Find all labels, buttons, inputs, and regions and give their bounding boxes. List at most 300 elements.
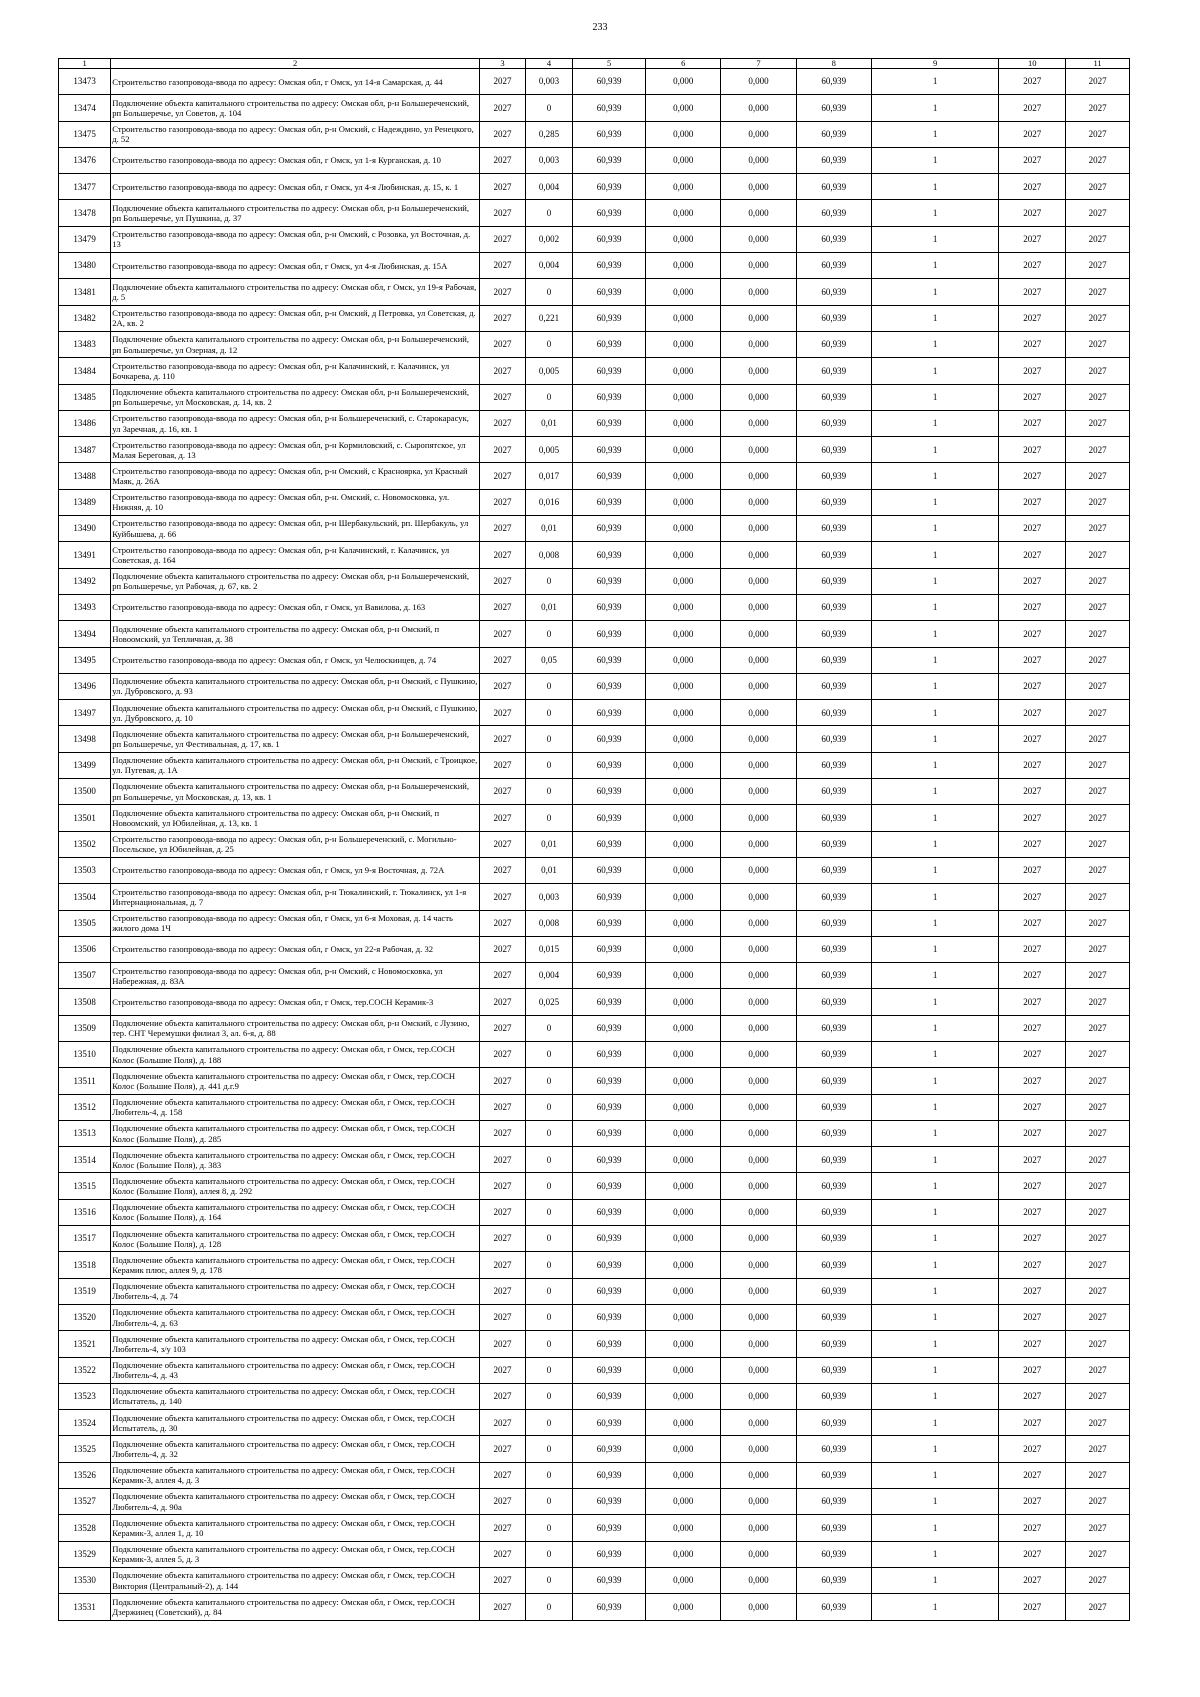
cell-col4: 0: [526, 1252, 573, 1278]
cell-col6: 0,000: [646, 1489, 721, 1515]
cell-col7: 0,000: [721, 279, 796, 305]
description: Подключение объекта капитального строительства по адресу: Омская обл, г Омск, тер.СОСН Испытатель, д. 140: [111, 1383, 480, 1409]
cell-col11: 2027: [1066, 1226, 1130, 1252]
description: Подключение объекта капитального строительства по адресу: Омская обл, р-н Омский, с Пушкино, ул. Дубровского, д. 93: [111, 673, 480, 699]
table-row: [59, 1331, 1130, 1357]
cell-col6: 0,000: [646, 910, 721, 936]
cell-col7: 0,000: [721, 1541, 796, 1567]
row-number: 13509: [59, 1015, 111, 1041]
cell-col3: 2027: [480, 1252, 526, 1278]
table-header: [59, 59, 1130, 69]
row-number: 13507: [59, 963, 111, 989]
cell-col7: 0,000: [721, 147, 796, 173]
cell-col5: 60,939: [573, 147, 646, 173]
row-number: 13517: [59, 1226, 111, 1252]
table-row: [59, 1120, 1130, 1146]
cell-col10: 2027: [999, 1147, 1066, 1173]
cell-col6: 0,000: [646, 1594, 721, 1620]
column-header: 1: [59, 59, 111, 69]
cell-col7: 0,000: [721, 226, 796, 252]
cell-col4: 0,221: [526, 305, 573, 331]
cell-col3: 2027: [480, 752, 526, 778]
cell-col4: 0: [526, 279, 573, 305]
description: Подключение объекта капитального строительства по адресу: Омская обл, г Омск, тер.СОСН Виктория (Центральный-2), д. 144: [111, 1567, 480, 1593]
cell-col11: 2027: [1066, 147, 1130, 173]
cell-col6: 0,000: [646, 463, 721, 489]
cell-col6: 0,000: [646, 1173, 721, 1199]
description: Подключение объекта капитального строительства по адресу: Омская обл, р-н Большереченский, рп Большеречье, ул Московская, д. 13, кв. 1: [111, 779, 480, 805]
cell-col10: 2027: [999, 437, 1066, 463]
cell-col6: 0,000: [646, 1515, 721, 1541]
cell-col3: 2027: [480, 1567, 526, 1593]
cell-col5: 60,939: [573, 1541, 646, 1567]
cell-col9: 1: [871, 147, 998, 173]
cell-col5: 60,939: [573, 1147, 646, 1173]
row-number: 13529: [59, 1541, 111, 1567]
cell-col10: 2027: [999, 1489, 1066, 1515]
table-row: [59, 1147, 1130, 1173]
cell-col4: 0: [526, 1541, 573, 1567]
cell-col9: 1: [871, 647, 998, 673]
description: Подключение объекта капитального строительства по адресу: Омская обл, г Омск, тер.СОСН Колос (Большие Поля), д. 383: [111, 1147, 480, 1173]
row-number: 13523: [59, 1383, 111, 1409]
row-number: 13501: [59, 805, 111, 831]
cell-col4: 0: [526, 726, 573, 752]
row-number: 13513: [59, 1120, 111, 1146]
cell-col9: 1: [871, 779, 998, 805]
cell-col6: 0,000: [646, 700, 721, 726]
cell-col6: 0,000: [646, 673, 721, 699]
description: Подключение объекта капитального строительства по адресу: Омская обл, г Омск, тер.СОСН Любитель-4, д. 74: [111, 1278, 480, 1304]
cell-col4: 0: [526, 1094, 573, 1120]
cell-col6: 0,000: [646, 121, 721, 147]
cell-col11: 2027: [1066, 1331, 1130, 1357]
cell-col11: 2027: [1066, 226, 1130, 252]
cell-col4: 0: [526, 1278, 573, 1304]
cell-col7: 0,000: [721, 463, 796, 489]
cell-col6: 0,000: [646, 1567, 721, 1593]
cell-col4: 0,004: [526, 963, 573, 989]
cell-col9: 1: [871, 989, 998, 1015]
cell-col3: 2027: [480, 936, 526, 962]
cell-col10: 2027: [999, 673, 1066, 699]
cell-col11: 2027: [1066, 989, 1130, 1015]
cell-col8: 60,939: [796, 1147, 871, 1173]
cell-col4: 0: [526, 1015, 573, 1041]
cell-col6: 0,000: [646, 358, 721, 384]
description: Подключение объекта капитального строительства по адресу: Омская обл, г Омск, тер.СОСН Дзержинец (Советский), д. 84: [111, 1594, 480, 1620]
cell-col10: 2027: [999, 463, 1066, 489]
cell-col7: 0,000: [721, 253, 796, 279]
cell-col3: 2027: [480, 305, 526, 331]
cell-col8: 60,939: [796, 673, 871, 699]
description: Строительство газопровода-ввода по адресу: Омская обл, р-н. Омский, с. Новомосковка, ул. Нижняя, д. 10: [111, 489, 480, 515]
cell-col6: 0,000: [646, 95, 721, 121]
cell-col11: 2027: [1066, 331, 1130, 357]
row-number: 13487: [59, 437, 111, 463]
table-row: [59, 1304, 1130, 1330]
cell-col9: 1: [871, 700, 998, 726]
table-row: [59, 69, 1130, 95]
description: Строительство газопровода-ввода по адресу: Омская обл, г Омск, ул Челюскинцев, д. 74: [111, 647, 480, 673]
row-number: 13525: [59, 1436, 111, 1462]
cell-col3: 2027: [480, 1226, 526, 1252]
cell-col7: 0,000: [721, 989, 796, 1015]
cell-col6: 0,000: [646, 200, 721, 226]
table-row: [59, 331, 1130, 357]
cell-col4: 0: [526, 779, 573, 805]
table-row: [59, 1094, 1130, 1120]
cell-col6: 0,000: [646, 1383, 721, 1409]
cell-col6: 0,000: [646, 331, 721, 357]
cell-col7: 0,000: [721, 700, 796, 726]
description: Строительство газопровода-ввода по адресу: Омская обл, р-н Кормиловский, с. Сыропятское, ул Малая Береговая, д. 13: [111, 437, 480, 463]
cell-col5: 60,939: [573, 1068, 646, 1094]
table-row: [59, 1278, 1130, 1304]
cell-col3: 2027: [480, 410, 526, 436]
cell-col4: 0,008: [526, 542, 573, 568]
cell-col8: 60,939: [796, 910, 871, 936]
cell-col8: 60,939: [796, 331, 871, 357]
cell-col7: 0,000: [721, 1594, 796, 1620]
cell-col3: 2027: [480, 279, 526, 305]
cell-col7: 0,000: [721, 963, 796, 989]
cell-col3: 2027: [480, 647, 526, 673]
cell-col4: 0: [526, 1173, 573, 1199]
cell-col9: 1: [871, 1068, 998, 1094]
cell-col6: 0,000: [646, 831, 721, 857]
cell-col4: 0,008: [526, 910, 573, 936]
cell-col6: 0,000: [646, 1252, 721, 1278]
cell-col8: 60,939: [796, 1331, 871, 1357]
cell-col11: 2027: [1066, 1567, 1130, 1593]
cell-col11: 2027: [1066, 1068, 1130, 1094]
cell-col11: 2027: [1066, 647, 1130, 673]
cell-col5: 60,939: [573, 1357, 646, 1383]
description: Строительство газопровода-ввода по адресу: Омская обл, г Омск, ул 4-я Любинская, д. 15А: [111, 253, 480, 279]
cell-col5: 60,939: [573, 989, 646, 1015]
description: Подключение объекта капитального строительства по адресу: Омская обл, р-н Большереченский, рп Большеречье, ул Озерная, д. 12: [111, 331, 480, 357]
cell-col10: 2027: [999, 831, 1066, 857]
cell-col5: 60,939: [573, 1041, 646, 1067]
cell-col3: 2027: [480, 1410, 526, 1436]
cell-col11: 2027: [1066, 1173, 1130, 1199]
description: Подключение объекта капитального строительства по адресу: Омская обл, г Омск, тер.СОСН Любитель-4, д. 43: [111, 1357, 480, 1383]
cell-col9: 1: [871, 305, 998, 331]
cell-col8: 60,939: [796, 95, 871, 121]
cell-col7: 0,000: [721, 121, 796, 147]
cell-col3: 2027: [480, 1357, 526, 1383]
cell-col10: 2027: [999, 1567, 1066, 1593]
description: Подключение объекта капитального строительства по адресу: Омская обл, р-н Омский, с Пушкино, ул. Дубровского, д. 10: [111, 700, 480, 726]
row-number: 13515: [59, 1173, 111, 1199]
cell-col10: 2027: [999, 1304, 1066, 1330]
row-number: 13503: [59, 857, 111, 883]
cell-col10: 2027: [999, 1541, 1066, 1567]
cell-col6: 0,000: [646, 752, 721, 778]
cell-col9: 1: [871, 805, 998, 831]
cell-col4: 0,005: [526, 437, 573, 463]
cell-col6: 0,000: [646, 568, 721, 594]
description: Строительство газопровода-ввода по адресу: Омская обл, г Омск, ул Вавилова, д. 163: [111, 594, 480, 620]
cell-col5: 60,939: [573, 1410, 646, 1436]
row-number: 13499: [59, 752, 111, 778]
description: Подключение объекта капитального строительства по адресу: Омская обл, р-н Большереченский, рп Большеречье, ул Рабочая, д. 67, кв. 2: [111, 568, 480, 594]
cell-col8: 60,939: [796, 1068, 871, 1094]
cell-col11: 2027: [1066, 410, 1130, 436]
cell-col6: 0,000: [646, 1304, 721, 1330]
cell-col3: 2027: [480, 884, 526, 910]
table-row: [59, 384, 1130, 410]
cell-col8: 60,939: [796, 226, 871, 252]
cell-col8: 60,939: [796, 305, 871, 331]
cell-col3: 2027: [480, 857, 526, 883]
table-row: [59, 1489, 1130, 1515]
table-row: [59, 779, 1130, 805]
description: Подключение объекта капитального строительства по адресу: Омская обл, г Омск, тер.СОСН Колос (Большие Поля), д. 128: [111, 1226, 480, 1252]
cell-col8: 60,939: [796, 174, 871, 200]
cell-col9: 1: [871, 463, 998, 489]
column-header: 5: [573, 59, 646, 69]
description: Строительство газопровода-ввода по адресу: Омская обл, р-н Омский, с Красноярка, ул Красный Маяк, д. 26А: [111, 463, 480, 489]
cell-col3: 2027: [480, 69, 526, 95]
table-row: [59, 279, 1130, 305]
cell-col9: 1: [871, 1173, 998, 1199]
cell-col3: 2027: [480, 174, 526, 200]
cell-col4: 0: [526, 752, 573, 778]
cell-col11: 2027: [1066, 1199, 1130, 1225]
cell-col6: 0,000: [646, 726, 721, 752]
cell-col7: 0,000: [721, 1173, 796, 1199]
cell-col10: 2027: [999, 884, 1066, 910]
table-row: [59, 673, 1130, 699]
description: Подключение объекта капитального строительства по адресу: Омская обл, г Омск, тер.СОСН Любитель-4, з/у 103: [111, 1331, 480, 1357]
cell-col9: 1: [871, 936, 998, 962]
cell-col5: 60,939: [573, 1094, 646, 1120]
description: Подключение объекта капитального строительства по адресу: Омская обл, г Омск, тер.СОСН Испытатель, д. 30: [111, 1410, 480, 1436]
cell-col11: 2027: [1066, 857, 1130, 883]
cell-col10: 2027: [999, 936, 1066, 962]
cell-col4: 0,01: [526, 410, 573, 436]
cell-col3: 2027: [480, 516, 526, 542]
cell-col3: 2027: [480, 1383, 526, 1409]
row-number: 13505: [59, 910, 111, 936]
cell-col11: 2027: [1066, 805, 1130, 831]
cell-col10: 2027: [999, 542, 1066, 568]
cell-col11: 2027: [1066, 463, 1130, 489]
row-number: 13500: [59, 779, 111, 805]
cell-col7: 0,000: [721, 1489, 796, 1515]
cell-col3: 2027: [480, 437, 526, 463]
cell-col10: 2027: [999, 857, 1066, 883]
cell-col9: 1: [871, 1304, 998, 1330]
column-header: 10: [999, 59, 1066, 69]
cell-col5: 60,939: [573, 1594, 646, 1620]
cell-col8: 60,939: [796, 989, 871, 1015]
cell-col8: 60,939: [796, 1199, 871, 1225]
cell-col4: 0,01: [526, 516, 573, 542]
row-number: 13480: [59, 253, 111, 279]
cell-col9: 1: [871, 489, 998, 515]
cell-col8: 60,939: [796, 884, 871, 910]
cell-col11: 2027: [1066, 1489, 1130, 1515]
description: Подключение объекта капитального строительства по адресу: Омская обл, р-н Большереченский, рп Большеречье, ул Московская, д. 14, кв. 2: [111, 384, 480, 410]
cell-col9: 1: [871, 1147, 998, 1173]
cell-col10: 2027: [999, 805, 1066, 831]
cell-col11: 2027: [1066, 594, 1130, 620]
cell-col11: 2027: [1066, 673, 1130, 699]
cell-col9: 1: [871, 1041, 998, 1067]
cell-col5: 60,939: [573, 489, 646, 515]
cell-col8: 60,939: [796, 69, 871, 95]
cell-col8: 60,939: [796, 1462, 871, 1488]
row-number: 13493: [59, 594, 111, 620]
cell-col9: 1: [871, 1094, 998, 1120]
cell-col10: 2027: [999, 331, 1066, 357]
cell-col10: 2027: [999, 69, 1066, 95]
cell-col4: 0: [526, 1147, 573, 1173]
cell-col7: 0,000: [721, 1436, 796, 1462]
cell-col9: 1: [871, 358, 998, 384]
row-number: 13483: [59, 331, 111, 357]
cell-col11: 2027: [1066, 779, 1130, 805]
cell-col9: 1: [871, 279, 998, 305]
table-row: [59, 831, 1130, 857]
row-number: 13510: [59, 1041, 111, 1067]
row-number: 13506: [59, 936, 111, 962]
cell-col7: 0,000: [721, 1041, 796, 1067]
table-row: [59, 1252, 1130, 1278]
cell-col3: 2027: [480, 1436, 526, 1462]
cell-col5: 60,939: [573, 805, 646, 831]
column-header: 7: [721, 59, 796, 69]
cell-col4: 0: [526, 673, 573, 699]
table-row: [59, 516, 1130, 542]
cell-col4: 0: [526, 384, 573, 410]
cell-col10: 2027: [999, 1410, 1066, 1436]
cell-col6: 0,000: [646, 1278, 721, 1304]
cell-col3: 2027: [480, 542, 526, 568]
cell-col10: 2027: [999, 726, 1066, 752]
cell-col3: 2027: [480, 121, 526, 147]
cell-col4: 0,016: [526, 489, 573, 515]
description: Подключение объекта капитального строительства по адресу: Омская обл, г Омск, тер.СОСН Керамик-3, аллея 1, д. 10: [111, 1515, 480, 1541]
cell-col3: 2027: [480, 1594, 526, 1620]
table-row: [59, 963, 1130, 989]
cell-col7: 0,000: [721, 936, 796, 962]
row-number: 13475: [59, 121, 111, 147]
table-row: [59, 700, 1130, 726]
cell-col10: 2027: [999, 174, 1066, 200]
cell-col3: 2027: [480, 331, 526, 357]
cell-col7: 0,000: [721, 884, 796, 910]
cell-col6: 0,000: [646, 1357, 721, 1383]
cell-col7: 0,000: [721, 1383, 796, 1409]
table-body: [59, 69, 1130, 1621]
cell-col8: 60,939: [796, 936, 871, 962]
cell-col11: 2027: [1066, 253, 1130, 279]
cell-col11: 2027: [1066, 279, 1130, 305]
column-header: 11: [1066, 59, 1130, 69]
cell-col6: 0,000: [646, 1462, 721, 1488]
cell-col11: 2027: [1066, 1252, 1130, 1278]
cell-col3: 2027: [480, 226, 526, 252]
cell-col4: 0: [526, 1436, 573, 1462]
cell-col6: 0,000: [646, 884, 721, 910]
row-number: 13518: [59, 1252, 111, 1278]
table-row: [59, 1041, 1130, 1067]
table-row: [59, 1199, 1130, 1225]
cell-col4: 0: [526, 568, 573, 594]
table-row: [59, 594, 1130, 620]
description: Строительство газопровода-ввода по адресу: Омская обл, р-н Шербакульский, рп. Шербакуль, ул Куйбышева, д. 66: [111, 516, 480, 542]
cell-col10: 2027: [999, 1252, 1066, 1278]
cell-col9: 1: [871, 1541, 998, 1567]
cell-col7: 0,000: [721, 647, 796, 673]
cell-col11: 2027: [1066, 621, 1130, 647]
cell-col9: 1: [871, 200, 998, 226]
cell-col5: 60,939: [573, 200, 646, 226]
cell-col10: 2027: [999, 1173, 1066, 1199]
cell-col4: 0,285: [526, 121, 573, 147]
cell-col11: 2027: [1066, 1410, 1130, 1436]
cell-col7: 0,000: [721, 621, 796, 647]
row-number: 13484: [59, 358, 111, 384]
cell-col4: 0: [526, 1199, 573, 1225]
row-number: 13490: [59, 516, 111, 542]
cell-col7: 0,000: [721, 910, 796, 936]
cell-col5: 60,939: [573, 437, 646, 463]
cell-col9: 1: [871, 1331, 998, 1357]
row-number: 13488: [59, 463, 111, 489]
cell-col6: 0,000: [646, 805, 721, 831]
cell-col3: 2027: [480, 594, 526, 620]
cell-col9: 1: [871, 1015, 998, 1041]
cell-col4: 0: [526, 1357, 573, 1383]
cell-col8: 60,939: [796, 516, 871, 542]
table-row: [59, 805, 1130, 831]
cell-col4: 0: [526, 95, 573, 121]
description: Подключение объекта капитального строительства по адресу: Омская обл, г Омск, тер.СОСН Любитель-4, д. 32: [111, 1436, 480, 1462]
row-number: 13528: [59, 1515, 111, 1541]
cell-col11: 2027: [1066, 542, 1130, 568]
table-row: [59, 121, 1130, 147]
cell-col9: 1: [871, 1226, 998, 1252]
column-header: 8: [796, 59, 871, 69]
cell-col7: 0,000: [721, 1094, 796, 1120]
cell-col10: 2027: [999, 700, 1066, 726]
cell-col4: 0,015: [526, 936, 573, 962]
cell-col3: 2027: [480, 568, 526, 594]
cell-col9: 1: [871, 568, 998, 594]
row-number: 13496: [59, 673, 111, 699]
cell-col10: 2027: [999, 226, 1066, 252]
cell-col6: 0,000: [646, 437, 721, 463]
cell-col3: 2027: [480, 910, 526, 936]
table-row: [59, 1068, 1130, 1094]
table-row: [59, 1541, 1130, 1567]
cell-col6: 0,000: [646, 936, 721, 962]
cell-col11: 2027: [1066, 963, 1130, 989]
cell-col9: 1: [871, 226, 998, 252]
cell-col11: 2027: [1066, 752, 1130, 778]
cell-col3: 2027: [480, 1094, 526, 1120]
cell-col10: 2027: [999, 1120, 1066, 1146]
table-row: [59, 1436, 1130, 1462]
description: Строительство газопровода-ввода по адресу: Омская обл, г Омск, ул 22-я Рабочая, д. 32: [111, 936, 480, 962]
description: Строительство газопровода-ввода по адресу: Омская обл, г Омск, тер.СОСН Керамик-3: [111, 989, 480, 1015]
description: Подключение объекта капитального строительства по адресу: Омская обл, р-н Омский, с Троицкое, ул. Пугевая, д. 1А: [111, 752, 480, 778]
